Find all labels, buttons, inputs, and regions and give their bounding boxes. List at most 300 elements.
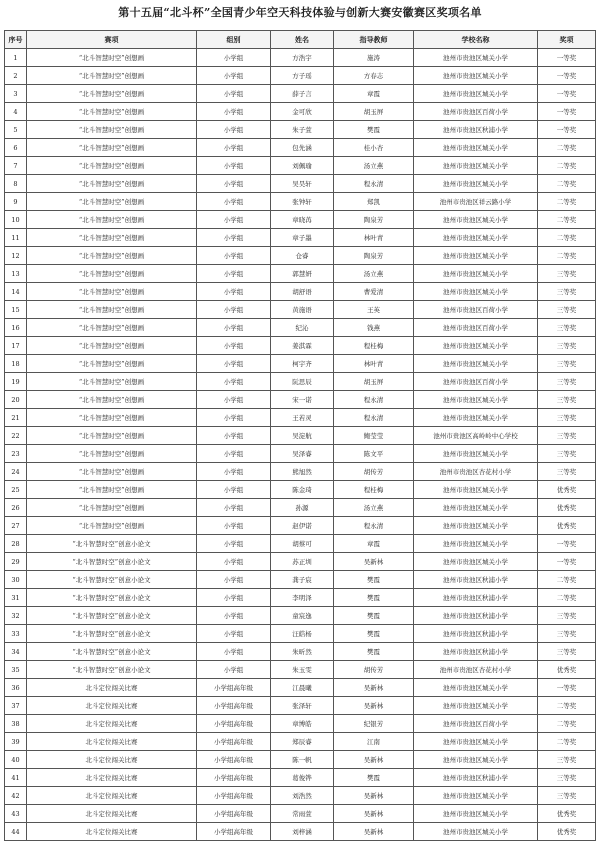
table-header-row — [5, 31, 596, 49]
cell-index: 20 — [5, 391, 27, 409]
table-row — [5, 589, 596, 607]
cell-award: 优秀奖 — [538, 823, 596, 841]
cell-school: 池州市贵池区城关小学 — [414, 85, 538, 103]
cell-teacher: 樊霞 — [334, 625, 414, 643]
cell-school: 池州市贵池区城关小学 — [414, 481, 538, 499]
cell-name: 陈金琦 — [271, 481, 334, 499]
cell-award: 一等奖 — [538, 121, 596, 139]
cell-group: 小学组高年级 — [197, 697, 271, 715]
cell-award: 三等奖 — [538, 319, 596, 337]
cell-teacher: 纪银芳 — [334, 715, 414, 733]
cell-teacher: 吴新林 — [334, 823, 414, 841]
table-row — [5, 643, 596, 661]
cell-teacher: 曹爱清 — [334, 283, 414, 301]
cell-group: 小学组 — [197, 625, 271, 643]
cell-award: 一等奖 — [538, 85, 596, 103]
cell-teacher: 汤立燕 — [334, 157, 414, 175]
cell-event: 北斗定位闯关比赛 — [27, 769, 197, 787]
cell-event: “北斗智慧时空”创意小论文 — [27, 643, 197, 661]
cell-name: 吴泽睿 — [271, 445, 334, 463]
cell-index: 24 — [5, 463, 27, 481]
table-row — [5, 625, 596, 643]
cell-index: 36 — [5, 679, 27, 697]
cell-teacher: 樊霞 — [334, 571, 414, 589]
cell-index: 40 — [5, 751, 27, 769]
cell-teacher: 樊霞 — [334, 643, 414, 661]
cell-event: “北斗智慧时空”创想画 — [27, 229, 197, 247]
cell-award: 一等奖 — [538, 679, 596, 697]
cell-index: 28 — [5, 535, 27, 553]
cell-school: 池州市贵池区秋浦小学 — [414, 589, 538, 607]
cell-teacher: 吴新林 — [334, 805, 414, 823]
cell-event: “北斗智慧时空”创想画 — [27, 103, 197, 121]
table-row — [5, 499, 596, 517]
table-row — [5, 85, 596, 103]
cell-event: “北斗智慧时空”创意小论文 — [27, 661, 197, 679]
table-row — [5, 517, 596, 535]
cell-index: 37 — [5, 697, 27, 715]
table-row — [5, 391, 596, 409]
cell-teacher: 汤立燕 — [334, 265, 414, 283]
cell-event: “北斗智慧时空”创想画 — [27, 391, 197, 409]
cell-group: 小学组 — [197, 355, 271, 373]
cell-school: 池州市贵池区城关小学 — [414, 67, 538, 85]
cell-group: 小学组 — [197, 553, 271, 571]
cell-event: 北斗定位闯关比赛 — [27, 715, 197, 733]
table-row — [5, 445, 596, 463]
cell-school: 池州市贵池区城关小学 — [414, 733, 538, 751]
cell-award: 三等奖 — [538, 355, 596, 373]
cell-award: 三等奖 — [538, 265, 596, 283]
cell-award: 三等奖 — [538, 337, 596, 355]
cell-name: 宋一诺 — [271, 391, 334, 409]
cell-school: 池州市贵池区百荷小学 — [414, 301, 538, 319]
cell-event: “北斗智慧时空”创想画 — [27, 319, 197, 337]
cell-award: 二等奖 — [538, 229, 596, 247]
cell-school: 池州市贵池区高岭岭中心学校 — [414, 427, 538, 445]
table-row — [5, 679, 596, 697]
table-row — [5, 535, 596, 553]
cell-award: 三等奖 — [538, 301, 596, 319]
cell-teacher: 施涛 — [334, 49, 414, 67]
cell-teacher: 程永清 — [334, 517, 414, 535]
cell-index: 17 — [5, 337, 27, 355]
cell-event: “北斗智慧时空”创意小论文 — [27, 625, 197, 643]
cell-index: 19 — [5, 373, 27, 391]
cell-school: 池州市贵池区秋浦小学 — [414, 769, 538, 787]
cell-name: 朱子萱 — [271, 121, 334, 139]
cell-teacher: 程永清 — [334, 409, 414, 427]
cell-event: “北斗智慧时空”创想画 — [27, 193, 197, 211]
cell-award: 优秀奖 — [538, 499, 596, 517]
cell-school: 池州市贵池区城关小学 — [414, 823, 538, 841]
cell-group: 小学组高年级 — [197, 769, 271, 787]
cell-award: 二等奖 — [538, 157, 596, 175]
cell-teacher: 程永清 — [334, 391, 414, 409]
table-row — [5, 301, 596, 319]
cell-school: 池州市贵池区城关小学 — [414, 445, 538, 463]
cell-group: 小学组 — [197, 247, 271, 265]
cell-name: 李明泽 — [271, 589, 334, 607]
header-school: 学校名称 — [414, 31, 538, 49]
cell-group: 小学组高年级 — [197, 733, 271, 751]
cell-name: 金可欣 — [271, 103, 334, 121]
cell-event: 北斗定位闯关比赛 — [27, 679, 197, 697]
cell-group: 小学组 — [197, 211, 271, 229]
table-row — [5, 427, 596, 445]
cell-event: “北斗智慧时空”创想画 — [27, 247, 197, 265]
cell-group: 小学组 — [197, 67, 271, 85]
table-row — [5, 661, 596, 679]
cell-award: 二等奖 — [538, 589, 596, 607]
cell-school: 池州市贵池区城关小学 — [414, 355, 538, 373]
cell-name: 章博皓 — [271, 715, 334, 733]
cell-group: 小学组 — [197, 319, 271, 337]
cell-name: 包先涵 — [271, 139, 334, 157]
cell-event: 北斗定位闯关比赛 — [27, 733, 197, 751]
cell-school: 池州市贵池区城关小学 — [414, 265, 538, 283]
cell-group: 小学组 — [197, 283, 271, 301]
table-row — [5, 211, 596, 229]
cell-name: 张钟轩 — [271, 193, 334, 211]
cell-school: 池州市贵池区杏花村小学 — [414, 661, 538, 679]
cell-school: 池州市贵池区城关小学 — [414, 517, 538, 535]
table-row — [5, 337, 596, 355]
cell-index: 21 — [5, 409, 27, 427]
cell-school: 池州市贵池区城关小学 — [414, 679, 538, 697]
cell-name: 胡蔡可 — [271, 535, 334, 553]
cell-name: 童宸逸 — [271, 607, 334, 625]
cell-index: 38 — [5, 715, 27, 733]
cell-event: “北斗智慧时空”创意小论文 — [27, 535, 197, 553]
cell-index: 11 — [5, 229, 27, 247]
cell-award: 二等奖 — [538, 211, 596, 229]
cell-name: 薛子言 — [271, 85, 334, 103]
cell-name: 柯宇齐 — [271, 355, 334, 373]
cell-index: 32 — [5, 607, 27, 625]
header-award: 奖项 — [538, 31, 596, 49]
cell-event: “北斗智慧时空”创想画 — [27, 301, 197, 319]
cell-teacher: 程永清 — [334, 175, 414, 193]
cell-name: 王若灵 — [271, 409, 334, 427]
cell-award: 三等奖 — [538, 445, 596, 463]
cell-name: 刘佩瑜 — [271, 157, 334, 175]
table-row — [5, 49, 596, 67]
table-row — [5, 265, 596, 283]
cell-school: 池州市贵池区城关小学 — [414, 409, 538, 427]
cell-name: 赵伊诺 — [271, 517, 334, 535]
header-name: 姓名 — [271, 31, 334, 49]
cell-school: 池州市贵池区城关小学 — [414, 283, 538, 301]
cell-teacher: 陈文平 — [334, 445, 414, 463]
cell-school: 池州市贵池区城关小学 — [414, 139, 538, 157]
table-row — [5, 67, 596, 85]
cell-group: 小学组 — [197, 607, 271, 625]
cell-teacher: 陶泉芳 — [334, 247, 414, 265]
cell-name: 熊旭然 — [271, 463, 334, 481]
header-group: 组别 — [197, 31, 271, 49]
table-row — [5, 607, 596, 625]
cell-award: 三等奖 — [538, 427, 596, 445]
cell-award: 一等奖 — [538, 103, 596, 121]
cell-index: 9 — [5, 193, 27, 211]
cell-group: 小学组 — [197, 121, 271, 139]
cell-school: 池州市贵池区城关小学 — [414, 553, 538, 571]
cell-school: 池州市贵池区百荷小学 — [414, 103, 538, 121]
cell-index: 14 — [5, 283, 27, 301]
cell-event: “北斗智慧时空”创想画 — [27, 211, 197, 229]
cell-school: 池州市贵池区城关小学 — [414, 787, 538, 805]
table-row — [5, 715, 596, 733]
cell-index: 35 — [5, 661, 27, 679]
cell-name: 朱玉雯 — [271, 661, 334, 679]
table-row — [5, 157, 596, 175]
cell-award: 二等奖 — [538, 175, 596, 193]
table-row — [5, 121, 596, 139]
table-row — [5, 193, 596, 211]
cell-name: 方浩宇 — [271, 49, 334, 67]
cell-name: 郑辰睿 — [271, 733, 334, 751]
cell-group: 小学组 — [197, 157, 271, 175]
cell-teacher: 程桂梅 — [334, 481, 414, 499]
header-teacher: 指导教师 — [334, 31, 414, 49]
cell-event: 北斗定位闯关比赛 — [27, 751, 197, 769]
cell-name: 仓睿 — [271, 247, 334, 265]
cell-index: 25 — [5, 481, 27, 499]
cell-group: 小学组 — [197, 589, 271, 607]
header-index: 序号 — [5, 31, 27, 49]
cell-name: 章晓苒 — [271, 211, 334, 229]
cell-index: 31 — [5, 589, 27, 607]
cell-group: 小学组 — [197, 103, 271, 121]
table-row — [5, 139, 596, 157]
cell-teacher: 汤立燕 — [334, 499, 414, 517]
cell-award: 二等奖 — [538, 571, 596, 589]
cell-teacher: 胡玉屏 — [334, 103, 414, 121]
cell-index: 8 — [5, 175, 27, 193]
table-row — [5, 787, 596, 805]
cell-event: 北斗定位闯关比赛 — [27, 787, 197, 805]
cell-index: 22 — [5, 427, 27, 445]
cell-index: 16 — [5, 319, 27, 337]
cell-name: 吴昊轩 — [271, 175, 334, 193]
cell-teacher: 樊霞 — [334, 121, 414, 139]
cell-teacher: 吴新林 — [334, 553, 414, 571]
cell-name: 纪沁 — [271, 319, 334, 337]
cell-teacher: 钱燕 — [334, 319, 414, 337]
cell-group: 小学组高年级 — [197, 715, 271, 733]
table-row — [5, 373, 596, 391]
cell-school: 池州市贵池区城关小学 — [414, 391, 538, 409]
cell-award: 一等奖 — [538, 49, 596, 67]
cell-group: 小学组 — [197, 481, 271, 499]
cell-school: 池州市贵池区城关小学 — [414, 247, 538, 265]
cell-school: 池州市贵池区杏花村小学 — [414, 463, 538, 481]
cell-index: 30 — [5, 571, 27, 589]
cell-event: “北斗智慧时空”创想画 — [27, 175, 197, 193]
cell-name: 章子墨 — [271, 229, 334, 247]
cell-event: 北斗定位闯关比赛 — [27, 823, 197, 841]
cell-group: 小学组 — [197, 85, 271, 103]
cell-index: 39 — [5, 733, 27, 751]
cell-award: 三等奖 — [538, 769, 596, 787]
cell-name: 胡舒语 — [271, 283, 334, 301]
cell-group: 小学组 — [197, 391, 271, 409]
cell-group: 小学组 — [197, 409, 271, 427]
cell-award: 三等奖 — [538, 751, 596, 769]
cell-group: 小学组 — [197, 337, 271, 355]
cell-school: 池州市贵池区秋浦小学 — [414, 643, 538, 661]
table-row — [5, 805, 596, 823]
cell-group: 小学组 — [197, 175, 271, 193]
cell-name: 刘梓涵 — [271, 823, 334, 841]
cell-index: 41 — [5, 769, 27, 787]
cell-school: 池州市贵池区百荷小学 — [414, 373, 538, 391]
cell-name: 吴淀航 — [271, 427, 334, 445]
cell-school: 池州市贵池区城关小学 — [414, 229, 538, 247]
cell-name: 郭慧妍 — [271, 265, 334, 283]
cell-group: 小学组高年级 — [197, 823, 271, 841]
cell-index: 34 — [5, 643, 27, 661]
cell-name: 孙源 — [271, 499, 334, 517]
cell-event: “北斗智慧时空”创想画 — [27, 445, 197, 463]
cell-school: 池州市贵池区百荷小学 — [414, 319, 538, 337]
cell-name: 龚子宸 — [271, 571, 334, 589]
cell-teacher: 鲍莹莹 — [334, 427, 414, 445]
cell-award: 三等奖 — [538, 463, 596, 481]
cell-event: “北斗智慧时空”创想画 — [27, 157, 197, 175]
cell-event: “北斗智慧时空”创想画 — [27, 139, 197, 157]
cell-school: 池州市贵池区城关小学 — [414, 157, 538, 175]
cell-school: 池州市贵池区城关小学 — [414, 751, 538, 769]
table-row — [5, 409, 596, 427]
cell-group: 小学组 — [197, 301, 271, 319]
table-row — [5, 103, 596, 121]
cell-group: 小学组 — [197, 535, 271, 553]
cell-award: 三等奖 — [538, 607, 596, 625]
cell-award: 三等奖 — [538, 373, 596, 391]
cell-index: 44 — [5, 823, 27, 841]
cell-award: 一等奖 — [538, 535, 596, 553]
cell-teacher: 林叶青 — [334, 355, 414, 373]
cell-award: 三等奖 — [538, 643, 596, 661]
cell-event: “北斗智慧时空”创意小论文 — [27, 571, 197, 589]
cell-event: “北斗智慧时空”创想画 — [27, 427, 197, 445]
table-row — [5, 481, 596, 499]
cell-group: 小学组 — [197, 499, 271, 517]
cell-event: “北斗智慧时空”创想画 — [27, 121, 197, 139]
cell-index: 7 — [5, 157, 27, 175]
cell-name: 黄施语 — [271, 301, 334, 319]
table-body — [5, 49, 596, 841]
cell-school: 池州市贵池区城关小学 — [414, 535, 538, 553]
cell-name: 江晨曦 — [271, 679, 334, 697]
header-event: 赛项 — [27, 31, 197, 49]
cell-group: 小学组高年级 — [197, 805, 271, 823]
cell-event: “北斗智慧时空”创想画 — [27, 373, 197, 391]
cell-teacher: 桂小杏 — [334, 139, 414, 157]
cell-group: 小学组 — [197, 661, 271, 679]
cell-index: 26 — [5, 499, 27, 517]
cell-index: 42 — [5, 787, 27, 805]
cell-group: 小学组高年级 — [197, 787, 271, 805]
cell-award: 二等奖 — [538, 733, 596, 751]
cell-teacher: 章霞 — [334, 85, 414, 103]
cell-event: “北斗智慧时空”创想画 — [27, 265, 197, 283]
cell-teacher: 林叶青 — [334, 229, 414, 247]
cell-school: 池州市贵池区城关小学 — [414, 499, 538, 517]
cell-teacher: 陶泉芳 — [334, 211, 414, 229]
cell-group: 小学组 — [197, 571, 271, 589]
cell-school: 池州市贵池区城关小学 — [414, 805, 538, 823]
cell-name: 常雨萱 — [271, 805, 334, 823]
table-row — [5, 697, 596, 715]
table-row — [5, 769, 596, 787]
cell-teacher: 胡玉屏 — [334, 373, 414, 391]
cell-school: 池州市贵池区祥云路小学 — [414, 193, 538, 211]
cell-teacher: 王英 — [334, 301, 414, 319]
cell-index: 2 — [5, 67, 27, 85]
cell-group: 小学组 — [197, 463, 271, 481]
table-row — [5, 175, 596, 193]
table-row — [5, 463, 596, 481]
cell-index: 43 — [5, 805, 27, 823]
cell-event: 北斗定位闯关比赛 — [27, 697, 197, 715]
cell-group: 小学组 — [197, 427, 271, 445]
cell-teacher: 郑凯 — [334, 193, 414, 211]
cell-index: 3 — [5, 85, 27, 103]
cell-teacher: 方春志 — [334, 67, 414, 85]
cell-event: “北斗智慧时空”创意小论文 — [27, 553, 197, 571]
cell-award: 三等奖 — [538, 625, 596, 643]
cell-group: 小学组 — [197, 373, 271, 391]
cell-school: 池州市贵池区城关小学 — [414, 211, 538, 229]
cell-index: 29 — [5, 553, 27, 571]
cell-school: 池州市贵池区城关小学 — [414, 175, 538, 193]
cell-school: 池州市贵池区百荷小学 — [414, 715, 538, 733]
cell-group: 小学组 — [197, 229, 271, 247]
cell-index: 23 — [5, 445, 27, 463]
cell-index: 10 — [5, 211, 27, 229]
cell-group: 小学组 — [197, 643, 271, 661]
cell-award: 优秀奖 — [538, 805, 596, 823]
cell-group: 小学组 — [197, 193, 271, 211]
cell-event: “北斗智慧时空”创想画 — [27, 409, 197, 427]
cell-teacher: 胡传芳 — [334, 463, 414, 481]
cell-name: 阮思辰 — [271, 373, 334, 391]
cell-award: 三等奖 — [538, 283, 596, 301]
cell-index: 4 — [5, 103, 27, 121]
cell-name: 姜淇霖 — [271, 337, 334, 355]
cell-award: 二等奖 — [538, 247, 596, 265]
table-row — [5, 571, 596, 589]
cell-teacher: 章霞 — [334, 535, 414, 553]
cell-event: “北斗智慧时空”创想画 — [27, 337, 197, 355]
table-row — [5, 355, 596, 373]
table-row — [5, 553, 596, 571]
award-table — [4, 30, 596, 841]
cell-group: 小学组 — [197, 265, 271, 283]
cell-teacher: 吴新林 — [334, 679, 414, 697]
cell-event: “北斗智慧时空”创意小论文 — [27, 589, 197, 607]
cell-event: “北斗智慧时空”创想画 — [27, 283, 197, 301]
cell-teacher: 吴新林 — [334, 751, 414, 769]
cell-award: 二等奖 — [538, 697, 596, 715]
cell-group: 小学组 — [197, 49, 271, 67]
cell-index: 13 — [5, 265, 27, 283]
table-row — [5, 751, 596, 769]
cell-school: 池州市贵池区城关小学 — [414, 49, 538, 67]
